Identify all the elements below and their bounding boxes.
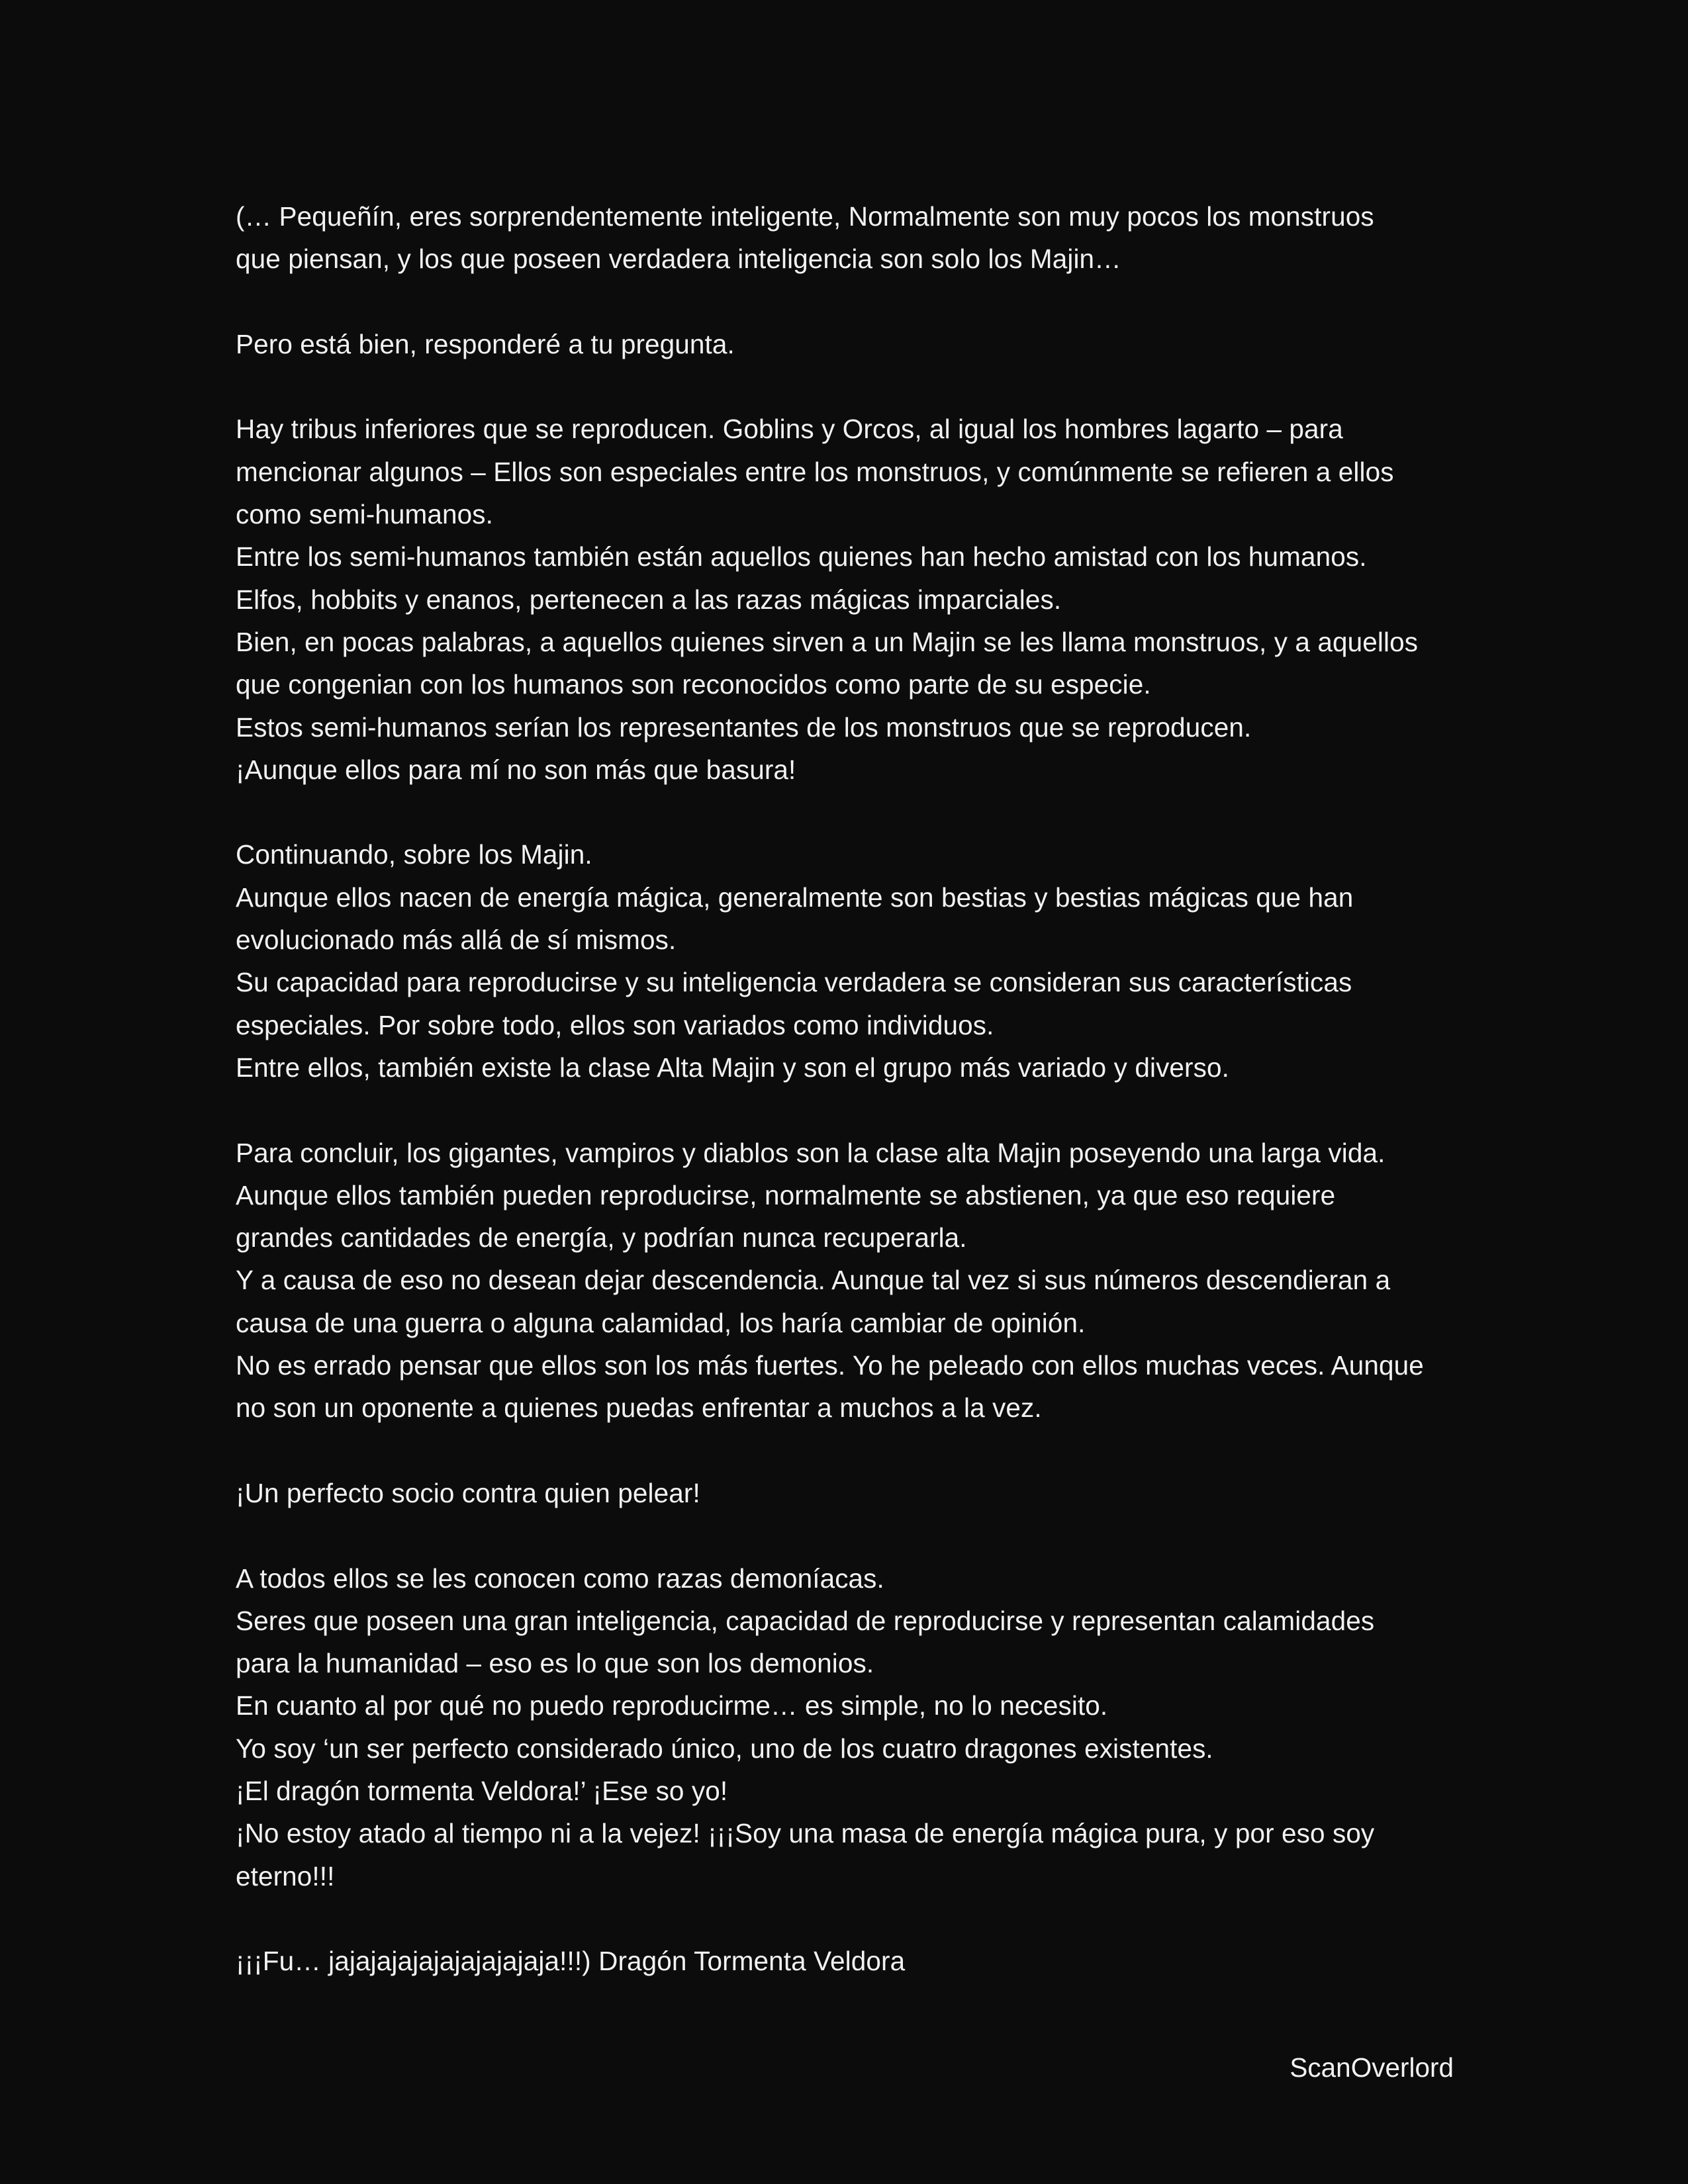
text-line: Bien, en pocas palabras, a aquellos quienes sirven a un Majin se les llama monstruos, y a aquellos	[236, 626, 1419, 657]
text-line: (… Pequeñín, eres sorprendentemente inteligente, Normalmente son muy pocos los monstruos	[236, 201, 1374, 232]
text-line: ¡¡¡Fu… jajajajajajajajajajaja!!!) Dragón Tormenta Veldora	[236, 1946, 906, 1977]
text-line: Su capacidad para reproducirse y su inteligencia verdadera se consideran sus características	[236, 967, 1352, 998]
text-line: para la humanidad – eso es lo que son los demonios.	[236, 1648, 874, 1679]
text-line: No es errado pensar que ellos son los más fuertes. Yo he peleado con ellos muchas veces. Aunque	[236, 1350, 1424, 1381]
text-line: En cuanto al por qué no puedo reproducirme… es simple, no lo necesito.	[236, 1690, 1108, 1721]
text-line: ¡No estoy atado al tiempo ni a la vejez! ¡¡¡Soy una masa de energía mágica pura, y por eso soy	[236, 1818, 1375, 1849]
document-body	[236, 195, 1467, 1982]
text-line: Para concluir, los gigantes, vampiros y diablos son la clase alta Majin poseyendo una larga vida.	[236, 1137, 1385, 1168]
text-line: causa de una guerra o alguna calamidad, los haría cambiar de opinión.	[236, 1307, 1086, 1338]
text-line: mencionar algunos – Ellos son especiales entre los monstruos, y comúnmente se refieren a ellos	[236, 456, 1394, 487]
signature: ScanOverlord	[1289, 2052, 1454, 2083]
text-line: especiales. Por sobre todo, ellos son variados como individuos.	[236, 1009, 994, 1040]
text-line: eterno!!!	[236, 1860, 335, 1891]
blank-line	[236, 1897, 1467, 1940]
text-line: Aunque ellos nacen de energía mágica, generalmente son bestias y bestias mágicas que han	[236, 882, 1354, 913]
text-line: ¡El dragón tormenta Veldora!’ ¡Ese so yo!	[236, 1775, 728, 1806]
text-line: que piensan, y los que poseen verdadera inteligencia son solo los Majin…	[236, 244, 1121, 275]
text-line: no son un oponente a quienes puedas enfrentar a muchos a la vez.	[236, 1392, 1042, 1424]
text-line: grandes cantidades de energía, y podrían nunca recuperarla.	[236, 1222, 967, 1253]
blank-line	[236, 1089, 1467, 1131]
blank-line	[236, 281, 1467, 323]
text-line: Pero está bien, responderé a tu pregunta.	[236, 328, 735, 359]
text-line: evolucionado más allá de sí mismos.	[236, 925, 677, 956]
text-line: ¡Un perfecto socio contra quien pelear!	[236, 1477, 700, 1508]
text-line: Y a causa de eso no desean dejar descendencia. Aunque tal vez si sus números descendieran a	[236, 1265, 1391, 1296]
text-line: Entre ellos, también existe la clase Alta Majin y son el grupo más variado y diverso.	[236, 1052, 1229, 1083]
blank-line	[236, 365, 1467, 408]
blank-line	[236, 1430, 1467, 1472]
text-line: Aunque ellos también pueden reproducirse, normalmente se abstienen, ya que eso requiere	[236, 1179, 1336, 1210]
text-line: Estos semi-humanos serían los representantes de los monstruos que se reproducen.	[236, 711, 1252, 743]
text-line: Entre los semi-humanos también están aquellos quienes han hecho amistad con los humanos.	[236, 541, 1367, 572]
text-line: Hay tribus inferiores que se reproducen. Goblins y Orcos, al igual los hombres lagarto – para	[236, 414, 1343, 445]
text-line: Yo soy ‘un ser perfecto considerado único, uno de los cuatro dragones existentes.	[236, 1733, 1213, 1764]
text-line: ¡Aunque ellos para mí no son más que basura!	[236, 754, 796, 785]
text-line: A todos ellos se les conocen como razas demoníacas.	[236, 1563, 884, 1594]
blank-line	[236, 1514, 1467, 1557]
text-line: Continuando, sobre los Majin.	[236, 839, 592, 870]
text-line: como semi-humanos.	[236, 499, 493, 530]
text-line: que congenian con los humanos son reconocidos como parte de su especie.	[236, 669, 1151, 700]
blank-line	[236, 791, 1467, 833]
text-line: Elfos, hobbits y enanos, pertenecen a las razas mágicas imparciales.	[236, 584, 1062, 615]
text-line: Seres que poseen una gran inteligencia, capacidad de reproducirse y representan calamidades	[236, 1605, 1375, 1636]
